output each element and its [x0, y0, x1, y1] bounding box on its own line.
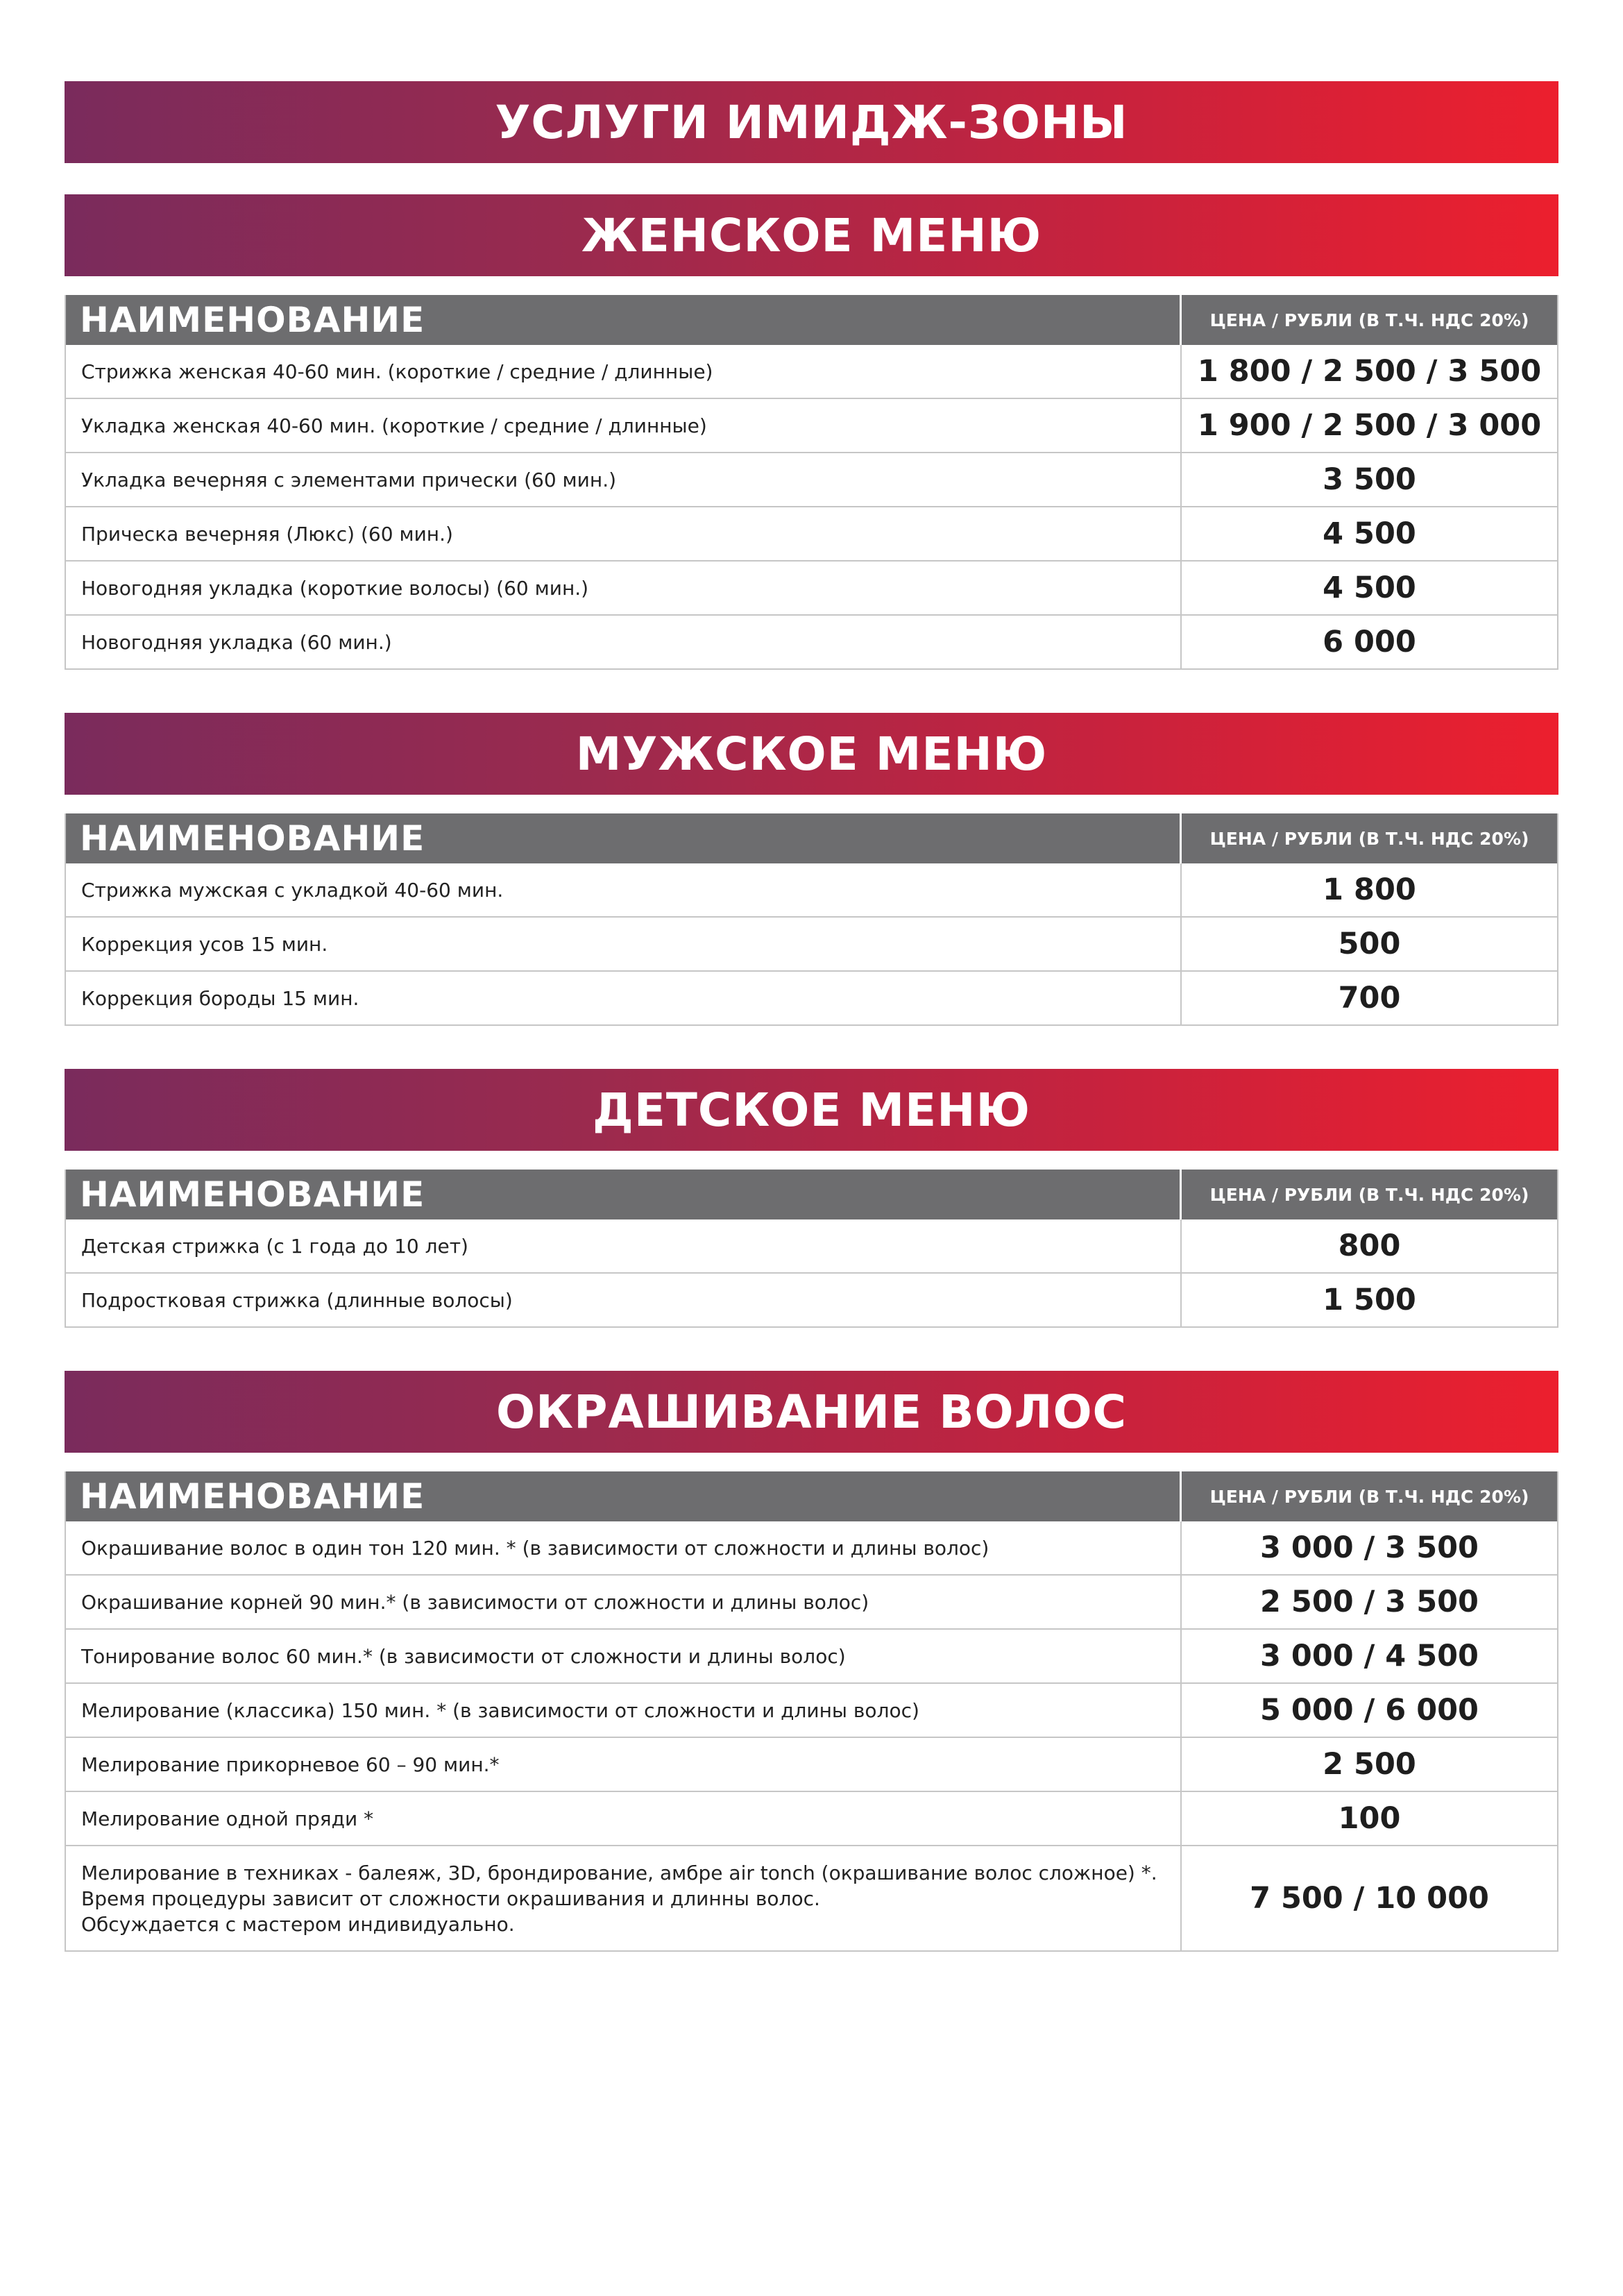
- main-title: УСЛУГИ ИМИДЖ-ЗОНЫ: [65, 81, 1558, 163]
- service-price: 4 500: [1323, 516, 1416, 551]
- service-price: 500: [1338, 927, 1401, 961]
- table-row: [66, 1684, 1557, 1738]
- column-header-name: НАИМЕНОВАНИЕ: [66, 295, 1182, 345]
- service-name: Новогодняя укладка (короткие волосы) (60 мин.): [66, 562, 1182, 614]
- service-name: Мелирование одной пряди *: [66, 1792, 1182, 1845]
- service-name: Коррекция бороды 15 мин.: [66, 972, 1182, 1024]
- table-row: [66, 453, 1557, 507]
- price-table-kids: [65, 1170, 1558, 1328]
- service-price: 700: [1338, 981, 1401, 1015]
- service-name: Коррекция усов 15 мин.: [66, 918, 1182, 970]
- service-price: 5 000 / 6 000: [1260, 1693, 1479, 1728]
- table-header: [66, 295, 1557, 345]
- service-price: 3 000 / 3 500: [1260, 1530, 1479, 1565]
- section-title-women: ЖЕНСКОЕ МЕНЮ: [65, 194, 1558, 276]
- price-table-men: [65, 813, 1558, 1026]
- price-table-coloring: [65, 1471, 1558, 1952]
- service-price: 1 500: [1323, 1283, 1416, 1317]
- column-header-price: ЦЕНА / РУБЛИ (В Т.Ч. НДС 20%): [1209, 1184, 1529, 1205]
- service-name: Детская стрижка (с 1 года до 10 лет): [66, 1219, 1182, 1272]
- service-price: 3 000 / 4 500: [1260, 1639, 1479, 1673]
- table-row: [66, 345, 1557, 399]
- table-row: [66, 562, 1557, 616]
- table-row: [66, 972, 1557, 1026]
- table-row: [66, 1738, 1557, 1792]
- service-name: Мелирование прикорневое 60 – 90 мин.*: [66, 1738, 1182, 1791]
- service-price: 1 800: [1323, 872, 1416, 907]
- table-row: [66, 507, 1557, 562]
- service-name: Окрашивание волос в один тон 120 мин. * (в зависимости от сложности и длины волос): [66, 1521, 1182, 1574]
- service-price: 1 800 / 2 500 / 3 500: [1197, 354, 1542, 389]
- service-price: 100: [1338, 1801, 1401, 1836]
- service-price: 2 500: [1323, 1747, 1416, 1782]
- table-row: [66, 1792, 1557, 1846]
- column-header-name: НАИМЕНОВАНИЕ: [66, 1471, 1182, 1521]
- column-header-price: ЦЕНА / РУБЛИ (В Т.Ч. НДС 20%): [1209, 828, 1529, 849]
- service-name: Прическа вечерняя (Люкс) (60 мин.): [66, 507, 1182, 560]
- column-header-price: ЦЕНА / РУБЛИ (В Т.Ч. НДС 20%): [1209, 310, 1529, 330]
- table-row: [66, 1846, 1557, 1952]
- table-row: [66, 1521, 1557, 1576]
- service-name: Тонирование волос 60 мин.* (в зависимости от сложности и длины волос): [66, 1630, 1182, 1682]
- service-price: 1 900 / 2 500 / 3 000: [1197, 408, 1542, 443]
- table-row: [66, 1630, 1557, 1684]
- section-title-kids: ДЕТСКОЕ МЕНЮ: [65, 1069, 1558, 1151]
- section-title-coloring: ОКРАШИВАНИЕ ВОЛОС: [65, 1371, 1558, 1453]
- service-name: Стрижка женская 40-60 мин. (короткие / средние / длинные): [66, 345, 1182, 398]
- service-name: Мелирование (классика) 150 мин. * (в зависимости от сложности и длины волос): [66, 1684, 1182, 1737]
- service-price: 800: [1338, 1229, 1401, 1263]
- service-name: Подростковая стрижка (длинные волосы): [66, 1274, 1182, 1326]
- service-price: 4 500: [1323, 571, 1416, 605]
- table-row: [66, 863, 1557, 918]
- table-header: [66, 1471, 1557, 1521]
- table-row: [66, 1576, 1557, 1630]
- service-name: Новогодняя укладка (60 мин.): [66, 616, 1182, 668]
- service-price: 6 000: [1323, 625, 1416, 659]
- service-name: Мелирование в техниках - балеяж, 3D, брондирование, амбре air tonch (окрашивание волос сложное) *. Время процедуры зависит от сложности окрашивания и длинны волос. Обсуждается с мастером индивидуально.: [66, 1846, 1182, 1950]
- column-header-price: ЦЕНА / РУБЛИ (В Т.Ч. НДС 20%): [1209, 1486, 1529, 1507]
- table-header: [66, 1170, 1557, 1219]
- service-price: 2 500 / 3 500: [1260, 1585, 1479, 1619]
- table-row: [66, 616, 1557, 670]
- service-name: Стрижка мужская с укладкой 40-60 мин.: [66, 863, 1182, 916]
- column-header-name: НАИМЕНОВАНИЕ: [66, 813, 1182, 863]
- service-name: Укладка вечерняя с элементами прически (60 мин.): [66, 453, 1182, 506]
- service-price: 7 500 / 10 000: [1250, 1881, 1489, 1916]
- section-title-men: МУЖСКОЕ МЕНЮ: [65, 713, 1558, 795]
- table-header: [66, 813, 1557, 863]
- column-header-name: НАИМЕНОВАНИЕ: [66, 1170, 1182, 1219]
- table-row: [66, 399, 1557, 453]
- price-list: [65, 81, 1558, 1952]
- price-table-women: [65, 295, 1558, 670]
- service-price: 3 500: [1323, 462, 1416, 497]
- service-name: Окрашивание корней 90 мин.* (в зависимости от сложности и длины волос): [66, 1576, 1182, 1628]
- table-row: [66, 1219, 1557, 1274]
- table-row: [66, 1274, 1557, 1328]
- service-name: Укладка женская 40-60 мин. (короткие / средние / длинные): [66, 399, 1182, 452]
- table-row: [66, 918, 1557, 972]
